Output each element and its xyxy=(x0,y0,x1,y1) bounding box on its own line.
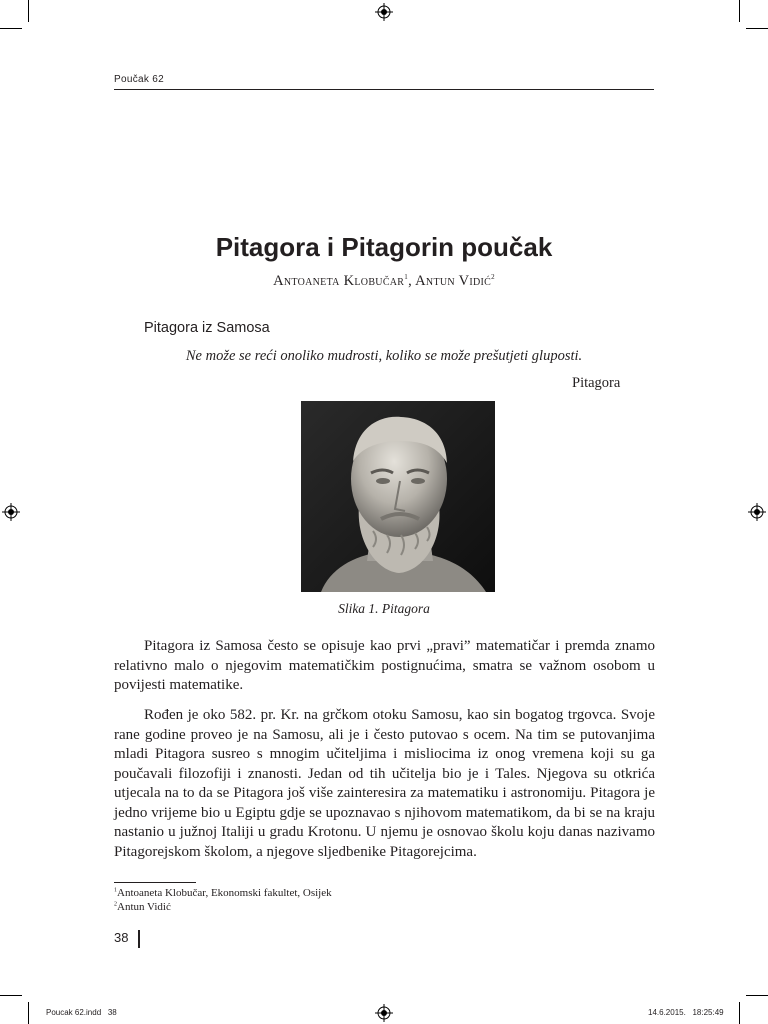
figure-caption: Slika 1. Pitagora xyxy=(338,601,430,616)
author-name: Antun Vidić xyxy=(415,273,492,289)
header-rule xyxy=(114,89,654,90)
crop-mark xyxy=(746,28,768,29)
footnote-text: Antun Vidić xyxy=(117,901,171,913)
print-slug-file: Poucak 62.indd 38 xyxy=(46,1008,117,1017)
footnote-marker: 1 xyxy=(404,273,409,282)
footnote-text: Antoaneta Klobučar, Ekonomski fakultet, Osijek xyxy=(117,887,332,899)
crop-mark xyxy=(739,1002,740,1024)
epigraph-author: Pitagora xyxy=(572,375,621,391)
crop-mark xyxy=(746,995,768,996)
footnote-mark: 2 xyxy=(114,901,117,908)
page-number-bar xyxy=(138,930,140,948)
crop-mark xyxy=(0,28,22,29)
body-paragraph: Pitagora iz Samosa često se opisuje kao prvi „pravi” matematičar i premda znamo relativno malo o njegovim matematičkim postignućima, smatra se važnom osobom u povijesti matematike. xyxy=(114,638,655,693)
footnote-rule xyxy=(114,882,196,883)
footnote xyxy=(114,901,171,913)
registration-mark-icon xyxy=(2,503,20,521)
footnote xyxy=(114,887,332,899)
page-number: 38 xyxy=(114,930,129,945)
print-slug-timestamp: 14.6.2015. 18:25:49 xyxy=(648,1008,724,1017)
epigraph-quote: Ne može se reći onoliko mudrosti, koliko se može prešutjeti gluposti. xyxy=(185,348,583,364)
registration-mark-icon xyxy=(375,1004,393,1022)
running-header: Poučak 62 xyxy=(114,74,164,85)
body-paragraph: Rođen je oko 582. pr. Kr. na grčkom otoku Samosu, kao sin bogatog trgovca. Svoje rane godine proveo je na Samosu, ali je i često putovao s ocem. Na tim se putovanjima mladi Pitagora susreo s mnogim učiteljima i misliocima iz onog vremena koji su ga poučavali filozofiji i znanosti. Jedan od tih učitelja bio je i Tales. Njegova su otkrića utjecala na to da se Pitagora još više zainteresira za matematiku i astronomiju. Pitagora je jedno vrijeme bio u Egiptu gdje se upoznavao s njihovom matematikom, da bi se na kraju nastanio u južnoj Italiji u gradu Krotonu. U njemu je osnovao školu koju danas nazivamo Pitagorejskom školom, a njegove sljedbenike Pitagorejcima. xyxy=(114,707,655,860)
footnote-mark: 1 xyxy=(114,887,117,894)
author-name: Antoaneta Klobučar xyxy=(273,273,405,289)
crop-mark xyxy=(28,1002,29,1024)
crop-mark xyxy=(739,0,740,22)
registration-mark-icon xyxy=(748,503,766,521)
section-heading: Pitagora iz Samosa xyxy=(144,320,270,336)
crop-mark xyxy=(28,0,29,22)
pythagoras-bust-photo xyxy=(301,401,495,592)
article-title: Pitagora i Pitagorin poučak xyxy=(215,232,553,262)
author-separator: , xyxy=(408,273,416,289)
registration-mark-icon xyxy=(375,3,393,21)
footnote-marker: 2 xyxy=(491,273,495,282)
crop-mark xyxy=(0,995,22,996)
article-authors xyxy=(0,273,768,290)
